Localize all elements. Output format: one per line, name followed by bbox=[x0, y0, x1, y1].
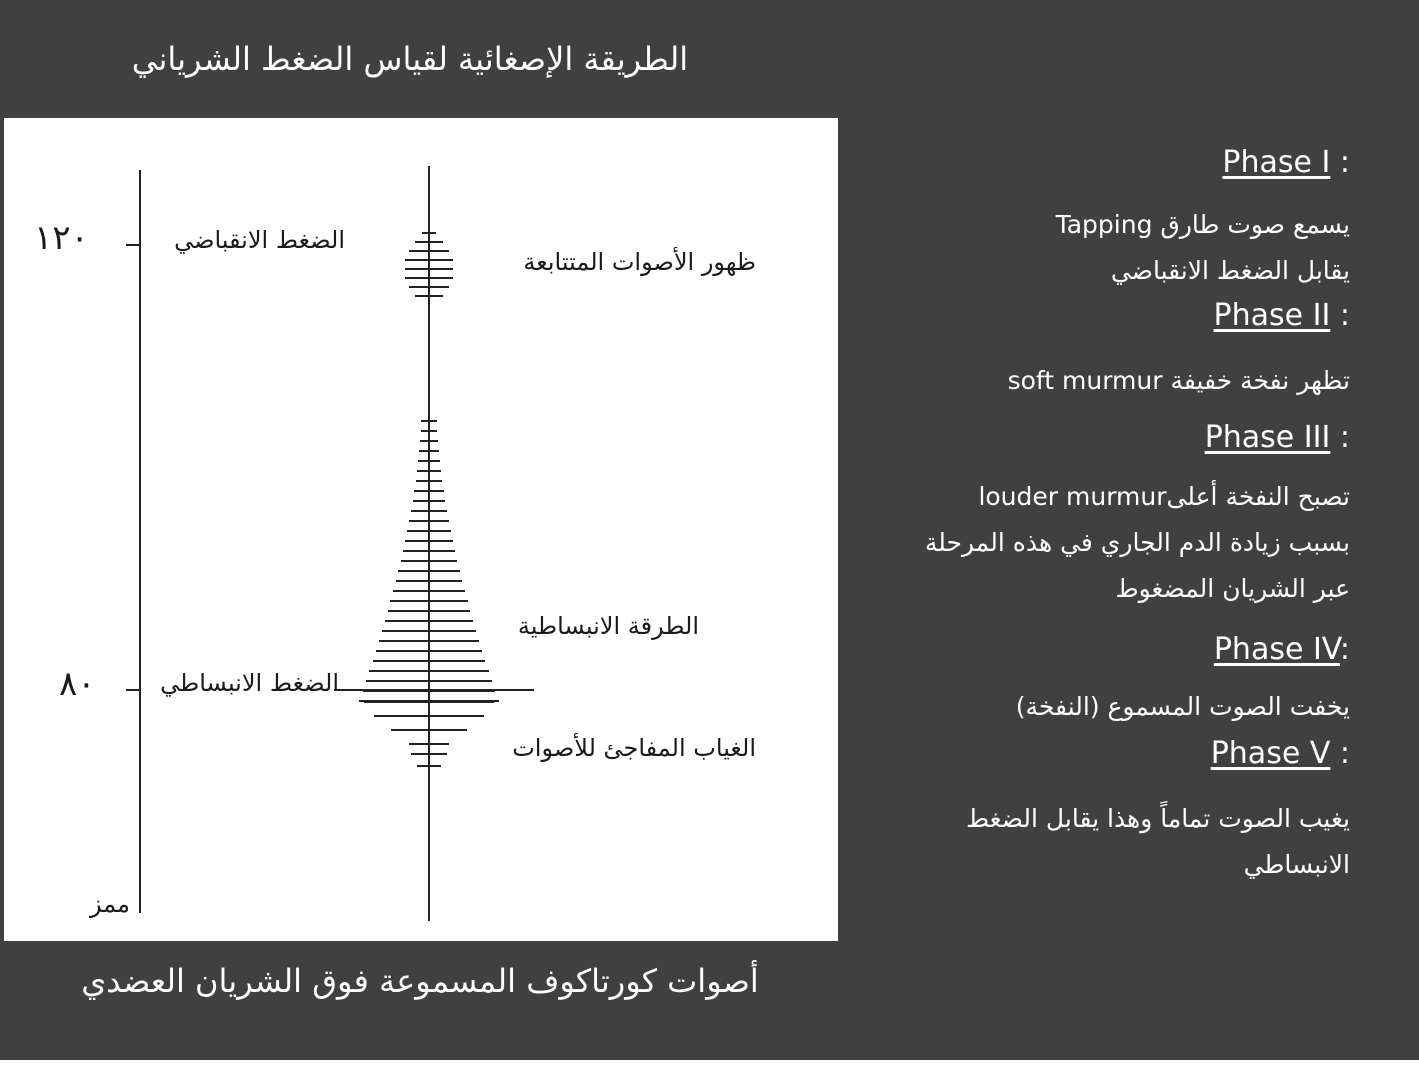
disappearance-label: الغياب المفاجئ للأصوات bbox=[512, 734, 756, 762]
phase-3-heading: Phase III : bbox=[1204, 420, 1350, 455]
diastolic-tapping-label: الطرقة الانبساطية bbox=[517, 612, 699, 640]
phase-2-description: تظهر نفخة خفيفة soft murmur bbox=[1007, 366, 1350, 395]
phase-5-description: يغيب الصوت تماماً وهذا يقابل الضغط الانبساطي bbox=[965, 804, 1350, 879]
page-title: الطريقة الإصغائية لقياس الضغط الشرياني bbox=[131, 40, 689, 78]
figure-caption: أصوات كورتاكوف المسموعة فوق الشريان العضدي bbox=[81, 962, 759, 1000]
diastolic-label: الضغط الانبساطي bbox=[160, 669, 339, 697]
tick-80-label: ٨٠ bbox=[59, 664, 96, 704]
tick-120-label: ١٢٠ bbox=[34, 218, 89, 258]
phase-1-heading: Phase I : bbox=[1222, 145, 1350, 180]
systolic-label: الضغط الانقباضي bbox=[174, 226, 345, 254]
appearance-label: ظهور الأصوات المتتابعة bbox=[523, 248, 756, 276]
korotkoff-diagram bbox=[4, 118, 838, 941]
phase-5-heading: Phase V : bbox=[1210, 736, 1350, 771]
phase-3-description: تصبح النفخة أعلىlouder murmur بسبب زيادة الدم الجاري في هذه المرحلة عبر الشريان المضغوط bbox=[924, 482, 1350, 603]
phase-2-heading: Phase II : bbox=[1213, 298, 1350, 333]
phase-4-description: يخفت الصوت المسموع (النفخة) bbox=[1015, 692, 1350, 721]
phase-1-description: يسمع صوت طارق Tapping يقابل الضغط الانقباضي bbox=[1055, 210, 1350, 285]
phase-4-heading: Phase IV: bbox=[1213, 632, 1350, 667]
unit-label: ممز bbox=[90, 890, 130, 918]
diagram-panel bbox=[4, 118, 838, 941]
